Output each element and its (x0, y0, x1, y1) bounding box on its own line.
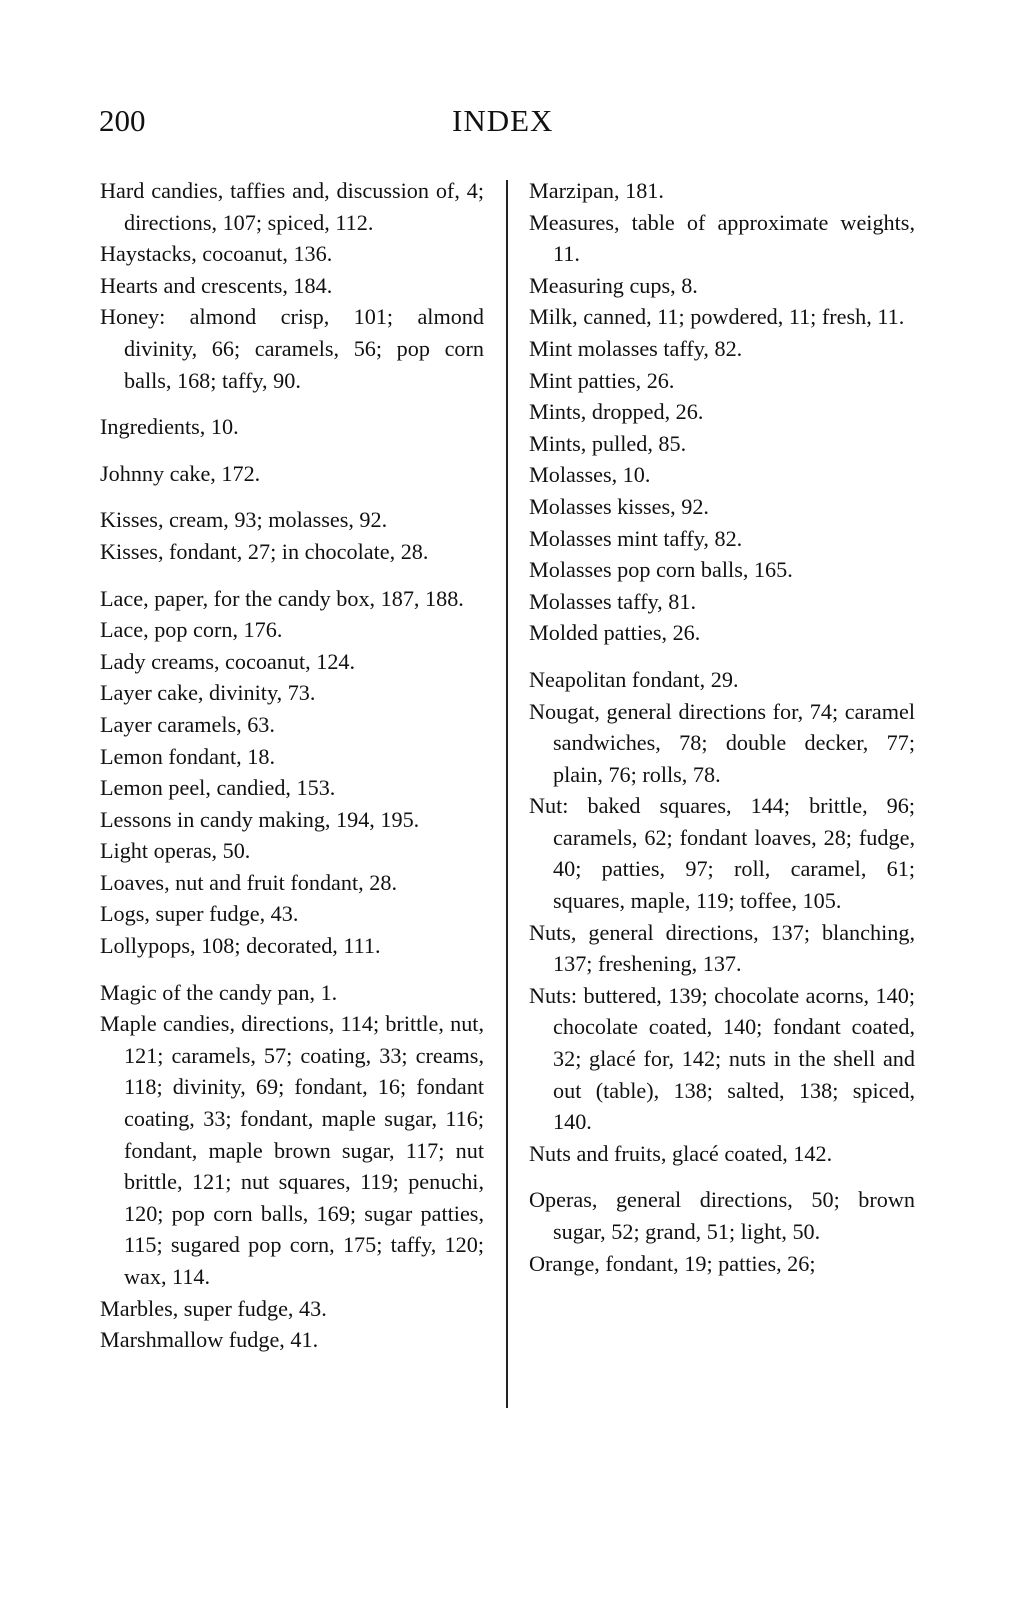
index-entry: Molasses, 10. (529, 462, 651, 488)
index-entry: Molasses kisses, 92. (529, 493, 709, 519)
column-divider (506, 180, 508, 1408)
index-column-right (529, 175, 915, 1279)
index-entry: Mints, pulled, 85. (529, 430, 687, 456)
index-entry: Magic of the candy pan, 1. (100, 979, 338, 1005)
index-entry: Johnny cake, 172. (100, 460, 261, 486)
index-entry: Lessons in candy making, 194, 195. (100, 806, 420, 832)
index-entry: Light operas, 50. (100, 838, 251, 864)
index-entry: Loaves, nut and fruit fondant, 28. (100, 869, 397, 895)
index-entry: Orange, fondant, 19; patties, 26; (529, 1250, 816, 1276)
index-entry: Hearts and crescents, 184. (100, 272, 333, 298)
index-entry: Nut: baked squares, 144; brittle, 96; caramels, 62; fondant loaves, 28; fudge, 40; patties, 97; roll, caramel, 61; squares, maple, 119; toffee, 105. (529, 793, 915, 914)
index-entry: Nougat, general directions for, 74; caramel sandwiches, 78; double decker, 77; plain, 76; rolls, 78. (529, 698, 915, 787)
index-entry: Marzipan, 181. (529, 178, 664, 203)
index-entry: Nuts, general directions, 137; blanching, 137; freshening, 137. (529, 919, 915, 977)
index-entry: Lollypops, 108; decorated, 111. (100, 933, 381, 959)
index-entry: Mint patties, 26. (529, 367, 675, 393)
index-entry: Maple candies, directions, 114; brittle, nut, 121; caramels, 57; coating, 33; creams, 118; divinity, 69; fondant, 16; fondant coating, 33; fondant, maple sugar, 116; fondant, maple brown sugar, 117; nut brittle, 121; nut squares, 119; penuchi, 120; pop corn balls, 169; sugar patties, 115; sugared pop corn, 175; taffy, 120; wax, 114. (100, 1011, 484, 1289)
index-entry: Molded patties, 26. (529, 620, 701, 646)
index-entry: Neapolitan fondant, 29. (529, 666, 739, 692)
index-entry: Lady creams, cocoanut, 124. (100, 648, 356, 674)
index-column-left (100, 175, 484, 1356)
index-entry: Marshmallow fudge, 41. (100, 1327, 319, 1353)
index-entry: Lace, pop corn, 176. (100, 617, 283, 643)
index-entry: Layer cake, divinity, 73. (100, 680, 316, 706)
index-entry: Lace, paper, for the candy box, 187, 188. (100, 585, 464, 611)
index-entry: Measuring cups, 8. (529, 272, 698, 298)
index-entry: Hard candies, taffies and, discussion of, 4; directions, 107; spiced, 112. (100, 178, 484, 235)
index-entry: Lemon peel, candied, 153. (100, 775, 336, 801)
index-entry: Haystacks, cocoanut, 136. (100, 241, 333, 267)
index-entry: Measures, table of approximate weights, 11. (529, 209, 915, 267)
page-number: 200 (99, 103, 146, 138)
index-entry: Mints, dropped, 26. (529, 399, 704, 425)
index-entry: Molasses pop corn balls, 165. (529, 557, 793, 583)
index-entry: Molasses taffy, 81. (529, 588, 697, 614)
index-entry: Kisses, fondant, 27; in chocolate, 28. (100, 538, 429, 564)
index-entry: Kisses, cream, 93; molasses, 92. (100, 507, 388, 533)
index-entry: Nuts and fruits, glacé coated, 142. (529, 1140, 833, 1166)
index-entry: Marbles, super fudge, 43. (100, 1295, 327, 1321)
index-entry: Milk, canned, 11; powdered, 11; fresh, 11. (529, 304, 905, 330)
index-entry: Operas, general directions, 50; brown sugar, 52; grand, 51; light, 50. (529, 1187, 915, 1244)
index-entry: Nuts: buttered, 139; chocolate acorns, 140; chocolate coated, 140; fondant coated, 32; glacé for, 142; nuts in the shell and out (table), 138; salted, 138; spiced, 140. (529, 982, 915, 1135)
index-entry: Logs, super fudge, 43. (100, 901, 299, 927)
index-entry: Honey: almond crisp, 101; almond divinity, 66; caramels, 56; pop corn balls, 168; taffy, 90. (100, 304, 484, 393)
index-entry: Ingredients, 10. (100, 414, 239, 440)
index-entry: Lemon fondant, 18. (100, 743, 275, 769)
index-entry: Layer caramels, 63. (100, 711, 275, 737)
page-title: INDEX (452, 103, 554, 138)
index-entry: Molasses mint taffy, 82. (529, 525, 743, 551)
index-entry: Mint molasses taffy, 82. (529, 335, 743, 361)
